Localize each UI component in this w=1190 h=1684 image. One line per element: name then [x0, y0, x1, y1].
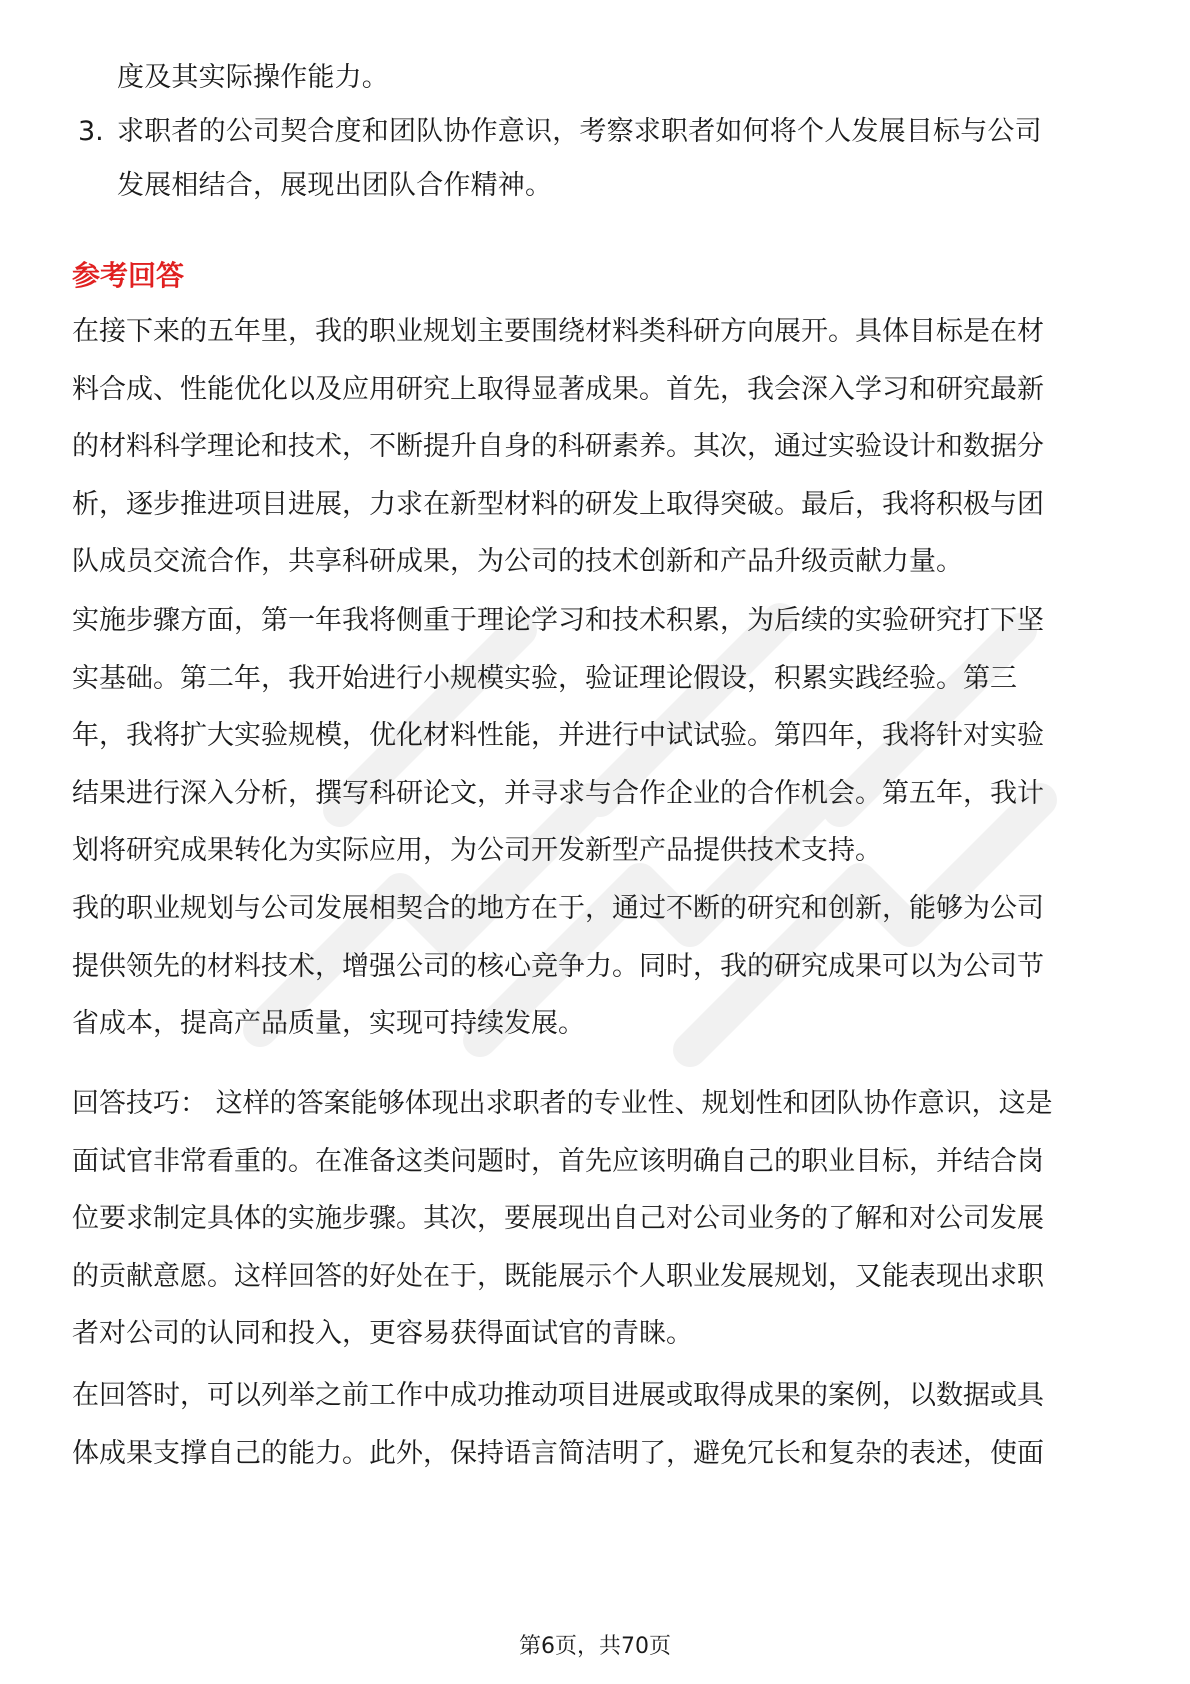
paragraph-line: 划将研究成果转化为实际应用，为公司开发新型产品提供技术支持。: [72, 835, 882, 866]
paragraph: [72, 303, 1122, 591]
paragraph-line: 在回答时，可以列举之前工作中成功推动项目进展或取得成果的案例，以数据或具: [72, 1380, 1044, 1411]
section-heading: 参考回答: [72, 259, 185, 292]
paragraph-line: 位要求制定具体的实施步骤。其次，要展现出自己对公司业务的了解和对公司发展: [72, 1203, 1044, 1234]
paragraph-line: 实基础。第二年，我开始进行小规模实验，验证理论假设，积累实践经验。第三: [72, 662, 1017, 694]
paragraph-line: 的材料科学理论和技术，不断提升自身的科研素养。其次，通过实验设计和数据分: [72, 431, 1044, 462]
paragraph-line: 体成果支撑自己的能力。此外，保持语言简洁明了，避免冗长和复杂的表述，使面: [72, 1437, 1044, 1469]
paragraph-line: 在接下来的五年里，我的职业规划主要围绕材料类科研方向展开。具体目标是在材: [72, 316, 1044, 347]
list-item-number: 3.: [78, 116, 104, 147]
list-continued-line: 度及其实际操作能力。: [117, 62, 389, 93]
paragraph: [72, 1075, 1122, 1363]
paragraph: [72, 1367, 1122, 1482]
paragraph-line: 年，我将扩大实验规模，优化材料性能，并进行中试试验。第四年，我将针对实验: [72, 720, 1044, 751]
paragraph-line: 面试官非常看重的。在准备这类问题时，首先应该明确自己的职业目标，并结合岗: [72, 1145, 1044, 1177]
paragraph-line: 回答技巧： 这样的答案能够体现出求职者的专业性、规划性和团队协作意识，这是: [72, 1088, 1053, 1119]
list-item-text-line: 求职者的公司契合度和团队协作意识，考察求职者如何将个人发展目标与公司: [117, 116, 1042, 147]
paragraph-line: 者对公司的认同和投入，更容易获得面试官的青睐。: [72, 1318, 693, 1349]
paragraph-line: 结果进行深入分析，撰写科研论文，并寻求与合作企业的合作机会。第五年，我计: [72, 777, 1044, 809]
paragraph-line: 省成本，提高产品质量，实现可持续发展。: [72, 1008, 585, 1039]
paragraph-line: 料合成、性能优化以及应用研究上取得显著成果。首先，我会深入学习和研究最新: [72, 373, 1044, 405]
paragraph-line: 的贡献意愿。这样回答的好处在于，既能展示个人职业发展规划，又能表现出求职: [72, 1260, 1044, 1292]
paragraph-line: 实施步骤方面，第一年我将侧重于理论学习和技术积累，为后续的实验研究打下坚: [72, 605, 1044, 636]
paragraph-line: 析，逐步推进项目进展，力求在新型材料的研发上取得突破。最后，我将积极与团: [72, 488, 1044, 520]
page-number: 第6页，共70页: [519, 1634, 671, 1659]
paragraph-line: 我的职业规划与公司发展相契合的地方在于，通过不断的研究和创新，能够为公司: [72, 893, 1044, 924]
paragraph: [72, 880, 1122, 1053]
paragraph: [72, 592, 1122, 880]
paragraph-line: 队成员交流合作，共享科研成果，为公司的技术创新和产品升级贡献力量。: [72, 546, 963, 577]
list-item-text-line: 发展相结合，展现出团队合作精神。: [117, 170, 553, 201]
paragraph-line: 提供领先的材料技术，增强公司的核心竞争力。同时，我的研究成果可以为公司节: [72, 950, 1044, 982]
